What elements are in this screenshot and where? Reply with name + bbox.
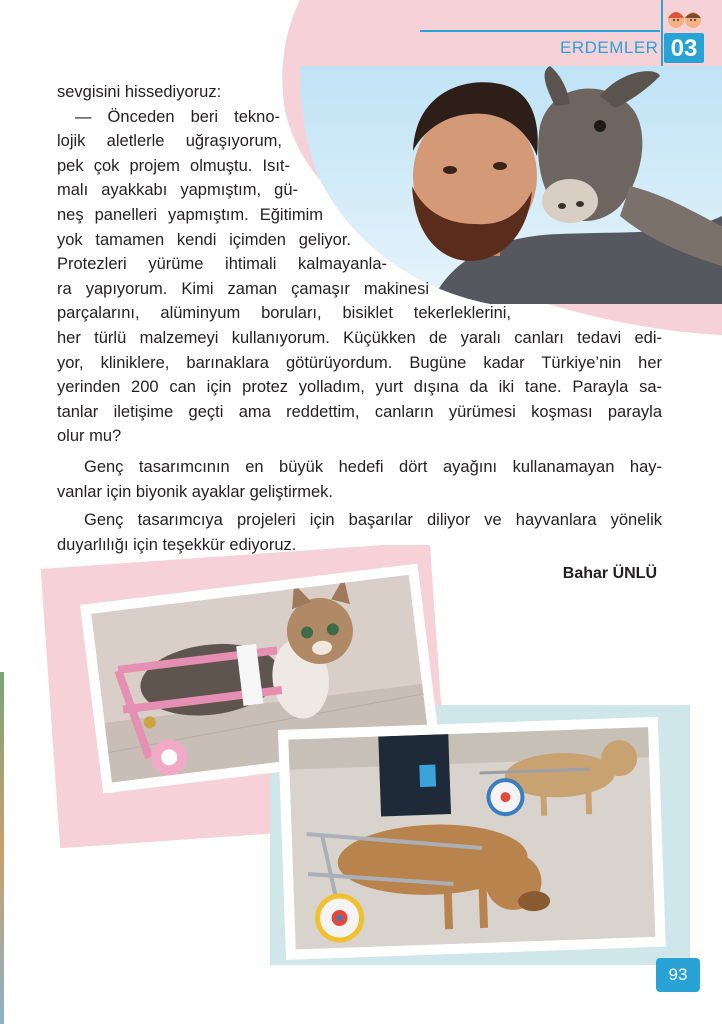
text-line: malı ayakkabı yapmıştım, gü- — [57, 181, 298, 200]
article-body-top — [57, 80, 511, 326]
text-line: ra yapıyorum. Kimi zaman çamaşır makinesi — [57, 279, 429, 298]
text-line: yerinden 200 can için protez yolladım, yurt dışına da iki tane. Parayla sa- — [57, 378, 662, 397]
text-line: duyarlılığı için teşekkür ediyoruz. — [57, 535, 297, 554]
text-line: — Önceden beri tekno- — [75, 107, 280, 126]
text-line: yok tamamen kendi içimden geliyor. — [57, 230, 351, 249]
section-label: ERDEMLER — [560, 38, 659, 57]
text-line: yor, kliniklere, barınaklara götürüyordum. Bugüne kadar Türkiye’nin her — [57, 353, 662, 372]
article-paragraph-2 — [57, 455, 662, 504]
text-line: parçalarını, alüminyum boruları, bisiklet tekerleklerini, — [57, 304, 511, 323]
kids-logo-icon — [666, 6, 704, 30]
text-line: olur mu? — [57, 427, 122, 446]
text-line: tanlar iletişime geçti ama reddettim, canların yürümesi koşması parayla — [57, 402, 662, 421]
text-line: her türlü malzemeyi kullanıyorum. Küçükken de yaralı canları tedavi edi- — [57, 329, 662, 347]
text-line: Protezleri yürüme ihtimali kalmayanla- — [57, 255, 387, 274]
left-edge-strip — [0, 672, 4, 1024]
text-line: pek çok projem olmuştu. Isıt- — [57, 156, 290, 175]
section-number: 03 — [664, 33, 704, 63]
text-line: Genç tasarımcının en büyük hedefi dört ayağını kullanamayan hay- — [84, 458, 662, 476]
text-line: Genç tasarımcıya projeleri için başarılar diliyor ve hayvanlara yönelik — [84, 511, 662, 529]
text-line: vanlar için biyonik ayaklar geliştirmek. — [57, 482, 334, 501]
author-signature: Bahar ÜNLÜ — [562, 565, 657, 582]
page-number: 93 — [656, 958, 700, 992]
article-body-main — [57, 326, 662, 449]
header-rule — [420, 30, 660, 32]
photo-collage — [40, 545, 700, 985]
text-line: sevgisini hissediyoruz: — [57, 83, 222, 101]
text-line: neş panelleri yapmıştım. Eğitimim — [57, 205, 323, 224]
text-line: lojik aletlerle uğraşıyorum, — [57, 132, 282, 151]
